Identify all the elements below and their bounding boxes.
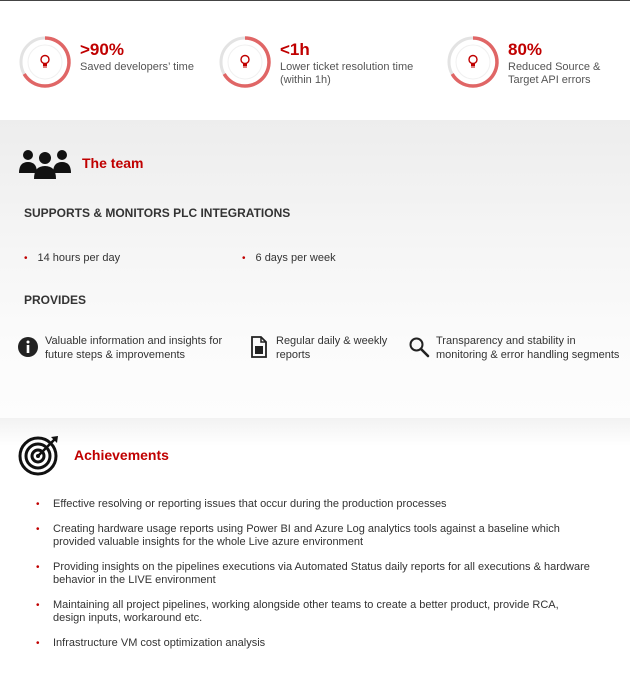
stat-developers-time xyxy=(18,35,194,89)
provide-line: Regular daily & weekly xyxy=(276,335,388,347)
provide-item-text xyxy=(436,334,619,362)
list-item xyxy=(36,523,596,549)
stat-label: Saved developers’ time xyxy=(80,61,194,73)
provide-line: reports xyxy=(276,349,311,361)
bullet-dot: • xyxy=(242,253,246,264)
bullet-dot: • xyxy=(36,562,40,573)
provide-line: monitoring & error handling segments xyxy=(436,349,620,361)
achievements-section xyxy=(0,418,630,680)
list-item xyxy=(36,498,596,511)
magnifier-icon xyxy=(408,336,430,358)
lightbulb-icon xyxy=(18,35,72,89)
provide-line: Valuable information and insights for xyxy=(45,335,223,347)
provide-item-information xyxy=(17,334,222,362)
list-item xyxy=(36,637,596,650)
bullet-dot: • xyxy=(36,600,40,611)
document-icon xyxy=(248,336,270,358)
list-item xyxy=(242,252,336,264)
list-item-line: Providing insights on the pipelines executions via Automated Status daily reports for all executions & hardware xyxy=(53,561,590,573)
stat-label-line: (within 1h) xyxy=(280,74,331,86)
bullet-dot: • xyxy=(36,524,40,535)
stat-value: >90% xyxy=(80,40,124,59)
achievements-header xyxy=(18,434,169,476)
stat-label xyxy=(508,61,600,87)
provides-heading: PROVIDES xyxy=(24,293,87,307)
bullet-dot: • xyxy=(36,638,40,649)
stat-value: <1h xyxy=(280,40,310,59)
stat-label xyxy=(280,61,413,87)
provide-line: future steps & improvements xyxy=(45,349,186,361)
provide-item-text xyxy=(45,334,222,362)
list-item-line: Effective resolving or reporting issues that occur during the production processes xyxy=(53,498,447,510)
list-item xyxy=(36,599,596,625)
list-item-line: Infrastructure VM cost optimization analysis xyxy=(53,637,266,649)
target-icon xyxy=(18,434,62,476)
provide-item-transparency xyxy=(408,334,619,362)
team-title: The team xyxy=(82,155,144,171)
achievements-list xyxy=(36,498,596,662)
lightbulb-icon xyxy=(446,35,500,89)
provide-item-reports xyxy=(248,334,387,362)
stat-label-line: Target API errors xyxy=(508,74,591,86)
list-item-line: Maintaining all project pipelines, working alongside other teams to create a better product, provide RCA, xyxy=(53,599,559,611)
stat-resolution-time xyxy=(218,35,413,89)
stat-api-errors xyxy=(446,35,600,89)
list-item-text: 6 days per week xyxy=(255,252,336,264)
list-item-line: Creating hardware usage reports using Power BI and Azure Log analytics tools against a baseline which xyxy=(53,523,560,535)
list-item xyxy=(36,561,596,587)
supports-heading: SUPPORTS & MONITORS PLC INTEGRATIONS xyxy=(24,206,291,220)
list-item-line: behavior in the LIVE environment xyxy=(53,574,216,586)
stat-label-line: Lower ticket resolution time xyxy=(280,61,414,73)
team-header xyxy=(18,146,143,180)
provide-line: Transparency and stability in xyxy=(436,335,576,347)
stats-band xyxy=(0,1,630,120)
list-item-line: design inputs, workaround etc. xyxy=(53,612,203,624)
bullet-dot: • xyxy=(24,253,28,264)
list-item-text: 14 hours per day xyxy=(37,252,121,264)
stat-label-line: Reduced Source & xyxy=(508,61,601,73)
provide-item-text xyxy=(276,334,387,362)
achievements-title: Achievements xyxy=(74,447,169,463)
list-item-line: provided valuable insights for the whole Live azure environment xyxy=(53,536,364,548)
info-icon xyxy=(17,336,39,358)
lightbulb-icon xyxy=(218,35,272,89)
bullet-dot: • xyxy=(36,499,40,510)
team-section xyxy=(0,120,630,418)
list-item xyxy=(24,252,120,264)
team-people-icon xyxy=(18,146,72,180)
stat-value: 80% xyxy=(508,40,543,59)
